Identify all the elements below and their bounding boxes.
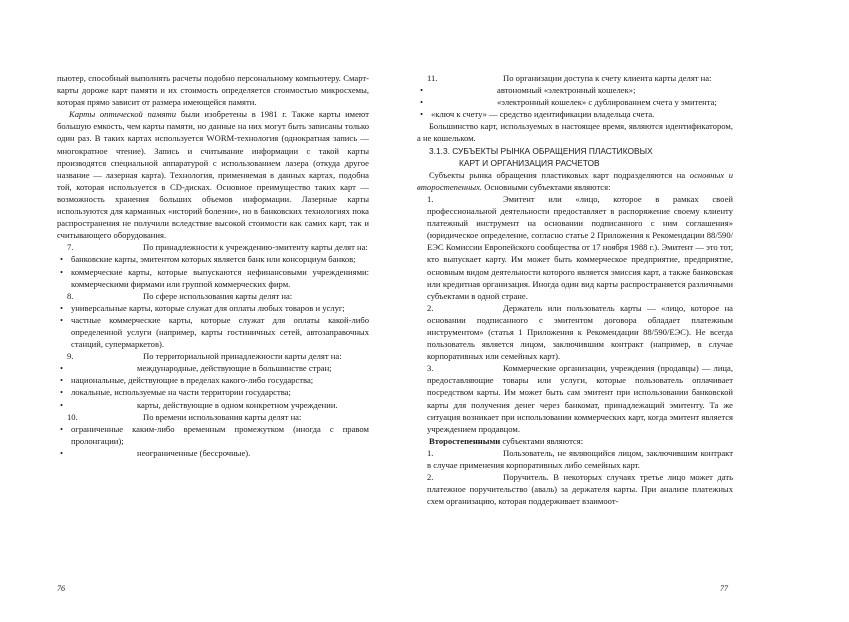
item-number: 1. xyxy=(427,447,434,458)
text-run: Поручитель. В некоторых случаях третье лицо может дать платежное поручительство (аваль) за держателя карты. При анализе платежных схем организацию, которая поддерживает взаимоот- xyxy=(427,472,733,507)
text-run: По времени использования карты делят на: xyxy=(143,411,302,422)
text-run: Пользователь, не являющийся лицом, заключившим контракт в случае применения корпоративных либо семейных карт. xyxy=(427,447,733,470)
paragraph xyxy=(417,471,733,507)
text-run: частные коммерческие карты, которые служат для оплаты какой-либо определенной услуги (например, карты гостиничных сетей, автозаправочных станций, супермаркетов). xyxy=(71,314,369,350)
text-run: Большинство карт, используемых в настоящее время, являются идентификатором, а не кошельком. xyxy=(417,121,733,144)
text-run: ограниченные каким-либо временным промежутком (иногда с правом пролонгации); xyxy=(71,423,369,446)
paragraph xyxy=(57,72,369,108)
text-run: «электронный кошелек» с дублированием счета у эмитента; xyxy=(497,97,717,108)
text-run: национальные, действующие в пределах какого-либо государства; xyxy=(71,375,314,386)
text-run: коммерческие карты, которые выпускаются нефинансовыми учреждениями: коммерческими фирмами или группой коммерческих фирм. xyxy=(71,266,369,289)
item-number: 11. xyxy=(427,73,438,83)
text-run: были изобретены в 1981 г. Также карты имеют большую емкость, чем карты памяти, но данные на них могут быть записаны только один раз. В таких картах используется WORM-технология (однократная запись — многократное чтение). Запись и считывание информации с такой карты производятся специальной аппаратурой с использованием лазера (откуда другое название — лазерная карта). Технология, применяемая в данных картах, подобна той, которая используется в CD-дисках. Основное преимущество таких карт — возможность хранения больших объемов информации. Лазерные карты используются для карманных «историй болезни», но в банковских технологиях пока распространения не получили вследствие высокой стоимости как самих карт, так и считывающего оборудования. xyxy=(57,109,369,241)
text-run: 3.1.3. СУБЪЕКТЫ РЫНКА ОБРАЩЕНИЯ ПЛАСТИКОВЫХ xyxy=(429,145,653,156)
text-run: международные, действующие в большинстве стран; xyxy=(137,363,332,374)
paragraph xyxy=(417,193,733,302)
item-number: 3. xyxy=(427,363,434,374)
item-number: 1. xyxy=(427,193,434,204)
item-number: 9. xyxy=(67,351,74,362)
text-run: «ключ к счету» — средство идентификации владельца счета. xyxy=(431,109,655,120)
text-run: неограниченные (бессрочные). xyxy=(137,447,251,458)
bullet-item xyxy=(57,266,369,290)
bullet-item xyxy=(417,84,733,96)
paragraph xyxy=(417,169,733,193)
paragraph xyxy=(417,435,733,447)
text-run: Коммерческие организации, учреждения (продавцы) — лица, предоставляющие товары или услуги, которые пользователь оплачивает посредством карты. Им может быть сам эмитент при использовании банковской карты для получения денег через банкомат, принадлежащий эмитенту. Та же ситуация возникает при использовании коммерческих карт, когда эмитент является учреждением продавцом. xyxy=(427,363,733,434)
text-run: Субъекты рынка обращения пластиковых карт подразделяются на xyxy=(429,169,690,180)
text-run: КАРТ И ОРГАНИЗАЦИЯ РАСЧЕТОВ xyxy=(459,157,600,168)
paragraph xyxy=(57,108,369,241)
section-heading xyxy=(417,157,733,169)
bullet-item xyxy=(57,362,369,374)
right-page-text xyxy=(417,72,733,507)
text-run: По территориальной принадлежности карты делят на: xyxy=(143,351,342,362)
paragraph xyxy=(57,241,369,253)
text-run: Держатель или пользователь карты — «лицо, которое на основании подписанного с эмитентом договора обладает платежным инструментом» (статья 1 Приложения к Рекомендации 88/590/ЕЭС). Не всегда пользователь является лицом, заключившим контракт (например, в случае корпоративных или семейных карт). xyxy=(427,302,733,362)
bullet-item xyxy=(57,302,369,314)
item-number: 8. xyxy=(67,290,74,301)
bullet-item xyxy=(57,423,369,447)
bullet-item xyxy=(417,108,733,120)
text-run: Второстепенными xyxy=(429,435,501,446)
text-run: основных и второстепенных. xyxy=(417,169,733,192)
paragraph xyxy=(417,362,733,435)
text-run: банковские карты, эмитентом которых является банк или консорциум банков; xyxy=(71,254,356,265)
paragraph xyxy=(57,290,369,302)
text-run: По сфере использования карты делят на: xyxy=(143,290,293,301)
text-run: локальные, используемые на части территории государства; xyxy=(71,387,291,398)
text-run: Эмитент или «лицо, которое в рамках своей профессиональной деятельности предоставляет в распоряжение своему клиенту платежный инструмент на основании подписанного с ним соглашения» (юридическое определение, согласно статье 2 Приложения к Рекомендации 88/590/ЕЭС Комиссии Европейского сообщества от 17 ноября 1988 г.). Эмитент — это тот, кто выпускает карту. Им может быть коммерческое предприятие, предприятие, основным видом деятельности которого является эмиссия карт, а также банковская или кредитная организация. Иногда один вид карты распространяется различными субъектами в одной стране. xyxy=(427,193,733,301)
left-page-text xyxy=(57,72,369,459)
bullet-item xyxy=(57,253,369,265)
item-number: 7. xyxy=(67,242,74,253)
paragraph xyxy=(417,447,733,471)
text-run: карты, действующие в одном конкретном учреждении. xyxy=(137,399,338,410)
item-number: 10. xyxy=(67,411,78,422)
text-run: автономный «электронный кошелек»; xyxy=(497,85,636,96)
text-run: пьютер, способный выполнять расчеты подобно персональному компьютеру. Смарт-карты дороже карт памяти и их стоимость определяется стоимостью микросхемы, которая прямо зависит от размера имеющейся памяти. xyxy=(57,73,369,108)
text-run: субъектами являются: xyxy=(500,435,584,446)
bullet-item xyxy=(57,447,369,459)
paragraph xyxy=(417,302,733,362)
text-run: Карты оптической памяти xyxy=(69,109,177,120)
text-run: По принадлежности к учреждению-эмитенту карты делят на: xyxy=(143,242,368,253)
item-number: 2. xyxy=(427,472,434,483)
bullet-item xyxy=(57,374,369,386)
section-heading xyxy=(417,145,733,157)
paragraph xyxy=(57,411,369,423)
text-run: Основными субъектами являются: xyxy=(482,181,611,192)
bullet-item xyxy=(417,96,733,108)
bullet-item xyxy=(57,399,369,411)
bullet-item xyxy=(57,386,369,398)
left-page-number: 76 xyxy=(57,584,65,593)
item-number: 2. xyxy=(427,302,434,313)
right-page-number: 77 xyxy=(720,584,728,593)
paragraph xyxy=(417,120,733,144)
paragraph xyxy=(57,350,369,362)
text-run: универсальные карты, которые служат для оплаты любых товаров и услуг; xyxy=(71,302,345,313)
text-run: По организации доступа к счету клиента карты делят на: xyxy=(503,73,712,83)
paragraph xyxy=(417,72,733,84)
bullet-item xyxy=(57,314,369,350)
